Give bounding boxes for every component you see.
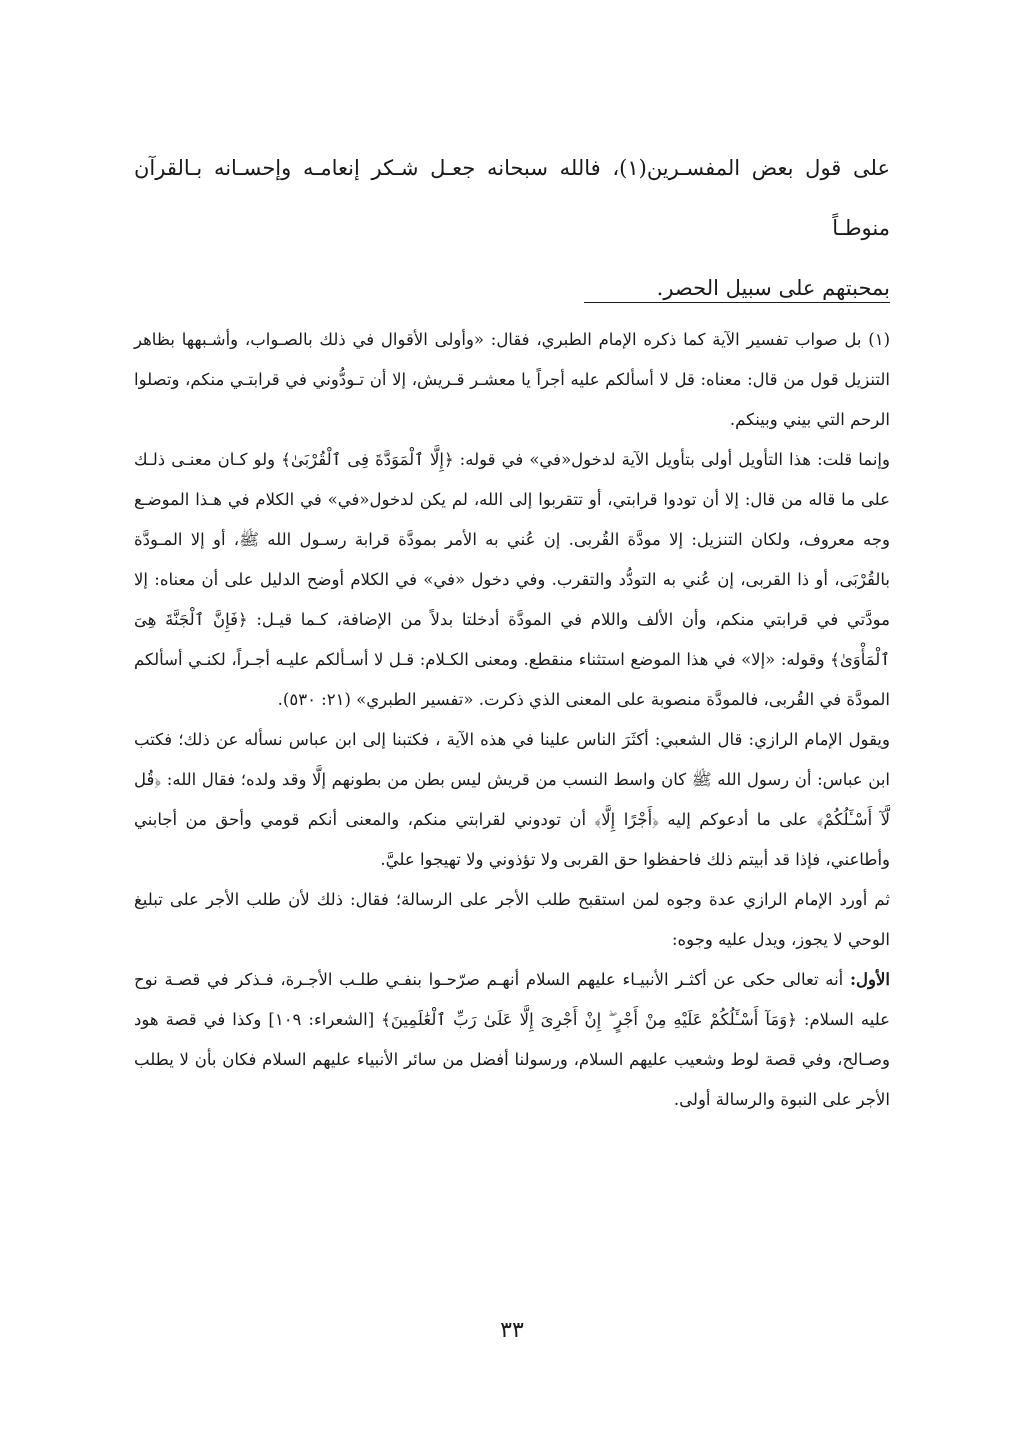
footnote-text: أنه تعالى حكى عن أكثـر الأنبيـاء عليهم السلام أنهـم صرّحـوا بنفـي طلـب الأجـرة، فـذكر في قصـة نوح عليه السلام: ﴿وَمَآ أَسْـَٔلُكُمْ عَلَيْهِ مِنْ أَجْرٍ ۖ إِنْ أَجْرِىَ إِلَّا عَلَىٰ رَبِّ ٱلْعَٰلَمِينَ﴾ [الشعراء: ١٠٩] وكذا في قصة هود وصـالح، وفي قصة لوط وشعيب عليهم السلام، ورسولنا أفضل من سائر الأنبياء عليهم السلام فكان بأن لا يطلب الأجر على النبوة والرسالة أولى. bbox=[134, 970, 890, 1109]
footnote-label: الأول: bbox=[849, 970, 890, 989]
main-text-line: بمحبتهم على سبيل الحصر. bbox=[656, 276, 890, 300]
page-number: ٣٣ bbox=[500, 1318, 524, 1343]
footnote-paragraph bbox=[134, 960, 890, 1120]
footnote-paragraph: وإنما قلت: هذا التأويل أولى بتأويل الآية لدخول«في» في قوله: ﴿إِلَّا ٱلْمَوَدَّةَ فِى ٱلْقُرْبَىٰ﴾ ولو كـان معنـى ذلـك على ما قاله من قال: إلا أن تودوا قرابتي، أو تتقربوا إلى الله، لم يكن لدخول«في» في الكلام في هـذا الموضـع وجه معروف، ولكان التنزيل: إلا مودَّة القُربى. إن عُني به الأمر بمودَّة قرابة رسـول الله ﷺ، أو إلا المـودَّة بالقُرْبَى، أو ذا القربى، إن عُني به التودُّد والتقرب. وفي دخول «في» في الكلام أوضح الدليل على أن معناه: إلا مودَّتي في قرابتي منكم، وأن الألف واللام في المودَّة أدخلتا بدلاً من الإضافة، كـما قيـل: ﴿فَإِنَّ ٱلْجَنَّةَ هِىَ ٱلْمَأْوَىٰ﴾ وقوله: «إلا» في هذا الموضع استثناء منقطع. ومعنى الكـلام: قـل لا أسـألكم عليـه أجـراً، لكنـي أسألكم المودَّة في القُربى، فالمودَّة منصوبة على المعنى الذي ذكرت. «تفسير الطبري» (٢١: ٥٣٠). bbox=[134, 450, 890, 709]
footnote-paragraph: ثم أورد الإمام الرازي عدة وجوه لمن استقبح طلب الأجر على الرسالة؛ فقال: ذلك لأن طلب الأجر على تبليغ الوحي لا يجوز، ويدل عليه وجوه: bbox=[134, 890, 890, 949]
footnote-paragraph: ويقول الإمام الرازي: قال الشعبي: أكثَرَ الناس علينا في هذه الآية ، فكتبنا إلى ابن عباس نسأله عن ذلك؛ فكتب ابن عباس: أن رسول الله ﷺ كان واسط النسب من قريش ليس بطن من بطونهم إلَّا وقد ولده؛ فقال الله: ﴿قُل لَّآ أَسْـَٔلُكُمْ﴾ على ما أدعوكم إليه ﴿أَجْرًا إِلَّا﴾ أن تودوني لقرابتي منكم، والمعنى أنكم قومي وأحق من أجابني وأطاعني، فإذا قد أبيتم ذلك فاحفظوا حق القربى ولا تؤذوني ولا تهيجوا عليَّ. bbox=[134, 730, 890, 869]
footnote-paragraph: (١) بل صواب تفسير الآية كما ذكره الإمام الطبري، فقال: «وأولى الأقوال في ذلك بالصـواب، وأشـبهها بظاهر التنزيل قول من قال: معناه: قل لا أسألكم عليه أجراً يا معشـر قـريش، إلا أن تـودُّوني في قرابتـي منكم، وتصلوا الرحم التي بيني وبينكم. bbox=[134, 330, 890, 429]
footnotes bbox=[134, 320, 890, 1120]
footnote-separator bbox=[584, 302, 890, 303]
main-text-line: على قول بعض المفسـرين(١)، فالله سبحانه جعـل شـكر إنعامـه وإحسـانه بـالقرآن منوطـاً bbox=[134, 156, 890, 240]
main-text bbox=[134, 138, 890, 318]
